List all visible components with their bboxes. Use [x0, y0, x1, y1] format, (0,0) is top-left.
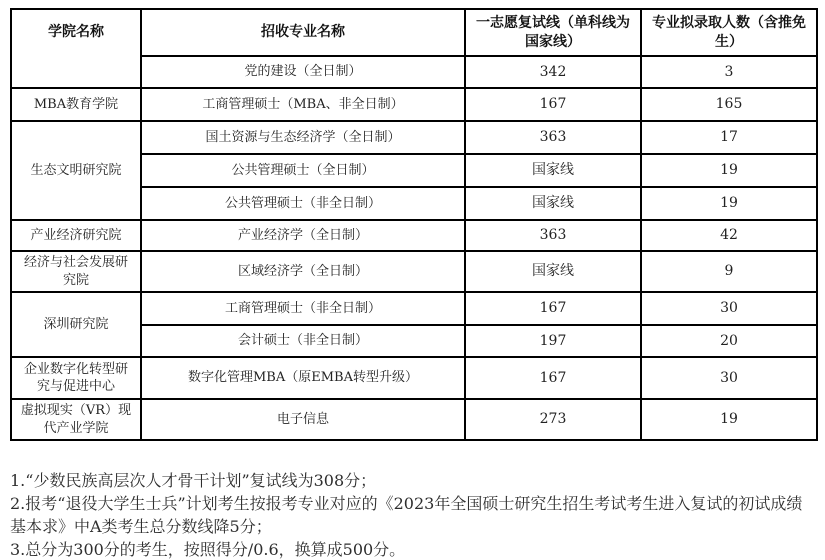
college-name-cell: 经济与社会发展研究院: [11, 251, 141, 292]
table-row: [11, 121, 817, 154]
retest-line-cell: 363: [465, 121, 641, 154]
admit-count-cell: 42: [641, 220, 817, 251]
table-row: [11, 220, 817, 251]
major-name-cell: 党的建设（全日制）: [141, 56, 465, 88]
major-name-cell: 公共管理硕士（非全日制）: [141, 187, 465, 220]
retest-line-cell: 273: [465, 399, 641, 440]
major-name-cell: 公共管理硕士（全日制）: [141, 154, 465, 187]
admit-count-cell: 30: [641, 292, 817, 325]
retest-line-cell: 国家线: [465, 187, 641, 220]
column-header-4: 专业拟录取人数（含推免生）: [641, 9, 817, 56]
column-header-2: 招收专业名称: [141, 9, 465, 56]
major-name-cell: 工商管理硕士（非全日制）: [141, 292, 465, 325]
major-name-cell: 会计硕士（非全日制）: [141, 325, 465, 357]
note-3: 3.总分为300分的考生，按照得分/0.6，换算成500分。: [10, 540, 406, 560]
table-row: [11, 399, 817, 440]
major-name-cell: 区域经济学（全日制）: [141, 251, 465, 292]
table-row: [11, 357, 817, 399]
column-header-1: 学院名称: [11, 9, 141, 88]
header-row: [11, 9, 817, 56]
college-name-cell: 生态文明研究院: [11, 121, 141, 220]
major-name-cell: 电子信息: [141, 399, 465, 440]
admit-count-cell: 30: [641, 357, 817, 399]
admit-count-cell: 20: [641, 325, 817, 357]
college-name-cell: 企业数字化转型研究与促进中心: [11, 357, 141, 399]
admit-count-cell: 17: [641, 121, 817, 154]
retest-line-cell: 197: [465, 325, 641, 357]
admit-count-cell: 19: [641, 187, 817, 220]
major-name-cell: 数字化管理MBA（原EMBA转型升级）: [141, 357, 465, 399]
major-name-cell: 工商管理硕士（MBA、非全日制）: [141, 88, 465, 121]
retest-line-cell: 167: [465, 357, 641, 399]
retest-line-cell: 国家线: [465, 154, 641, 187]
retest-line-cell: 167: [465, 88, 641, 121]
admit-count-cell: 19: [641, 154, 817, 187]
table-row: [11, 88, 817, 121]
notes-section: [10, 469, 817, 560]
retest-line-cell: 167: [465, 292, 641, 325]
retest-line-cell: 363: [465, 220, 641, 251]
table-row: [11, 292, 817, 325]
note-1: 1.“少数民族高层次人才骨干计划”复试线为308分；: [10, 471, 377, 491]
admit-count-cell: 19: [641, 399, 817, 440]
admit-count-cell: 9: [641, 251, 817, 292]
table-row: [11, 251, 817, 292]
retest-line-cell: 342: [465, 56, 641, 88]
table-body: [11, 9, 817, 440]
college-name-cell: 产业经济研究院: [11, 220, 141, 251]
college-name-cell: MBA教育学院: [11, 88, 141, 121]
note-2: 2.报考“退役大学生士兵”计划考生按报考专业对应的《2023年全国硕士研究生招生考试考生进入复试的初试成绩基本求》中A类考生总分数线降5分；: [10, 494, 803, 537]
college-name-cell: 深圳研究院: [11, 292, 141, 357]
college-name-cell: 虚拟现实（VR）现代产业学院: [11, 399, 141, 440]
admit-count-cell: 3: [641, 56, 817, 88]
admission-score-table: [10, 8, 818, 441]
retest-line-cell: 国家线: [465, 251, 641, 292]
admit-count-cell: 165: [641, 88, 817, 121]
major-name-cell: 国土资源与生态经济学（全日制）: [141, 121, 465, 154]
major-name-cell: 产业经济学（全日制）: [141, 220, 465, 251]
column-header-3: 一志愿复试线（单科线为国家线）: [465, 9, 641, 56]
